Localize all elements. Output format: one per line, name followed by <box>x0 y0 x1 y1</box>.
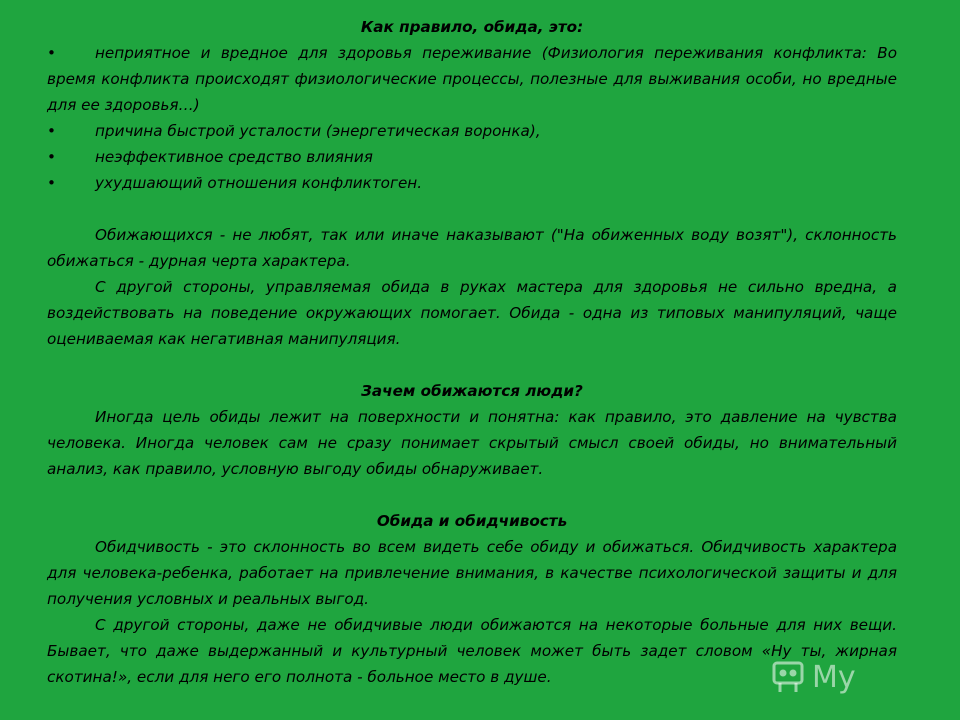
slide-content <box>47 14 897 690</box>
list-item: • неэффективное средство влияния <box>47 144 897 170</box>
paragraph: С другой стороны, управляемая обида в руках мастера для здоровья не сильно вредна, а воздействовать на поведение окружающих помогает. Обида - одна из типовых манипуляций, чаще оцениваемая как негативная манипуляция. <box>47 278 897 348</box>
list-item: • неприятное и вредное для здоровья переживание (Физиология переживания конфликта: Во время конфликта происходят физиологические процессы, полезные для выживания особи, но вредные для ее здоровья…) <box>47 40 897 118</box>
paragraph: Обижающихся - не любят, так или иначе наказывают ("На обиженных воду возят"), склонность обижаться - дурная черта характера. <box>47 226 897 270</box>
watermark-text: My <box>812 659 856 695</box>
list-item: • ухудшающий отношения конфликтоген. <box>47 170 897 196</box>
slideshare-logo-icon <box>770 659 806 695</box>
heading-why: Зачем обижаются люди? <box>361 382 583 400</box>
watermark <box>770 652 940 702</box>
paragraph: Обидчивость - это склонность во всем видеть себе обиду и обижаться. Обидчивость характера для человека-ребенка, работает на привлечение внимания, в качестве психологической защиты и для получения условных и реальных выгод. <box>47 538 897 608</box>
heading-offense: Как правило, обида, это: <box>360 18 584 36</box>
paragraph: С другой стороны, даже не обидчивые люди обижаются на некоторые больные для них вещи. Бывает, что даже выдержанный и культурный человек может быть задет словом «Ну ты, жирная скотина!», если для него его полнота - больное место в душе. <box>47 616 897 686</box>
heading-touchiness: Обида и обидчивость <box>376 512 568 530</box>
list-item: • причина быстрой усталости (энергетическая воронка), <box>47 118 897 144</box>
bullet-list <box>47 40 897 196</box>
paragraph: Иногда цель обиды лежит на поверхности и понятна: как правило, это давление на чувства человека. Иногда человек сам не сразу понимает скрытый смысл своей обиды, но внимательный анализ, как правило, условную выгоду обиды обнаруживает. <box>47 408 897 478</box>
